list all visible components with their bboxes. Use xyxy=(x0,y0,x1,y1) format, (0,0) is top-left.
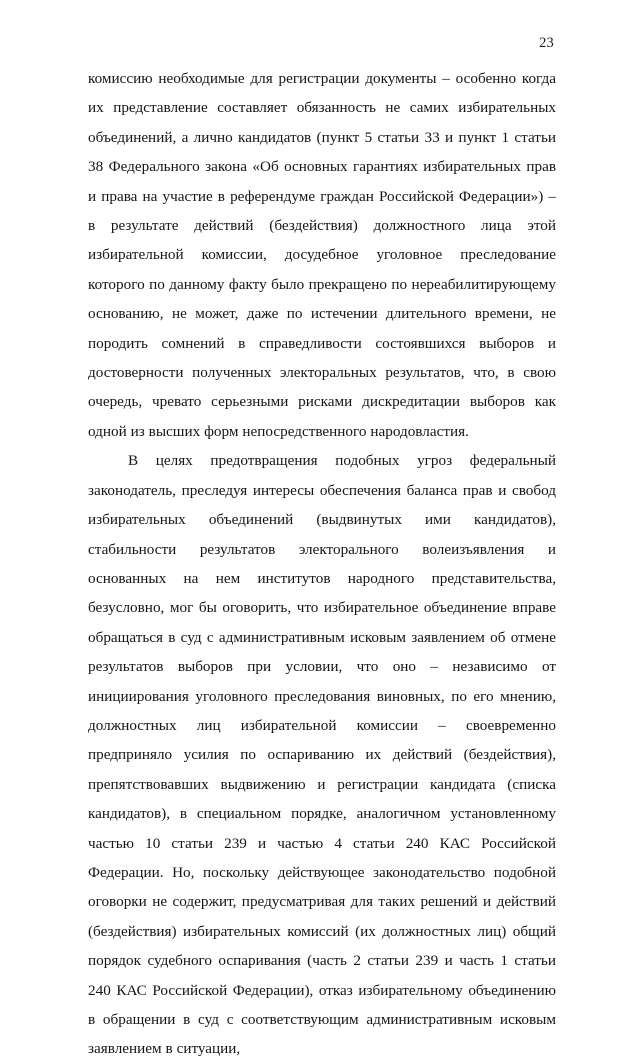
body-text-column xyxy=(88,64,556,1064)
paragraph-2: В целях предотвращения подобных угроз федеральный законодатель, преследуя интересы обеспечения баланса прав и свобод избирательных объединений (выдвинутых ими кандидатов), стабильности результатов электорального волеизъявления и основанных на нем институтов народного представительства, безусловно, мог бы оговорить, что избирательное объединение вправе обращаться в суд с административным исковым заявлением об отмене результатов выборов при условии, что оно – независимо от инициирования уголовного преследования виновных, по его мнению, должностных лиц избирательной комиссии – своевременно предприняло усилия по оспариванию их действий (бездействия), препятствовавших выдвижению и регистрации кандидата (списка кандидатов), в специальном порядке, аналогичном установленному частью 10 статьи 239 и частью 4 статьи 240 КАС Российской Федерации. Но, поскольку действующее законодательство подобной оговорки не содержит, предусматривая для таких решений и действий (бездействия) избирательных комиссий (их должностных лиц) общий порядок судебного оспаривания (часть 2 статьи 239 и часть 1 статьи 240 КАС Российской Федерации), отказ избирательному объединению в обращении в суд с соответствующим административным исковым заявлением в ситуации, xyxy=(88,452,556,1058)
page-number: 23 xyxy=(539,35,554,51)
paragraph-1: комиссию необходимые для регистрации документы – особенно когда их представление составляет обязанность не самих избирательных объединений, а лично кандидатов (пункт 5 статьи 33 и пункт 1 статьи 38 Федерального закона «Об основных гарантиях избирательных прав и права на участие в референдуме граждан Российской Федерации») – в результате действий (бездействия) должностного лица этой избирательной комиссии, досудебное уголовное преследование которого по данному факту было прекращено по нереабилитирующему основанию, не может, даже по истечении длительного времени, не породить сомнений в справедливости состоявшихся выборов и достоверности полученных электоральных результатов, что, в свою очередь, чревато серьезными рисками дискредитации выборов как одной из высших форм непосредственного народовластия. xyxy=(88,70,556,440)
